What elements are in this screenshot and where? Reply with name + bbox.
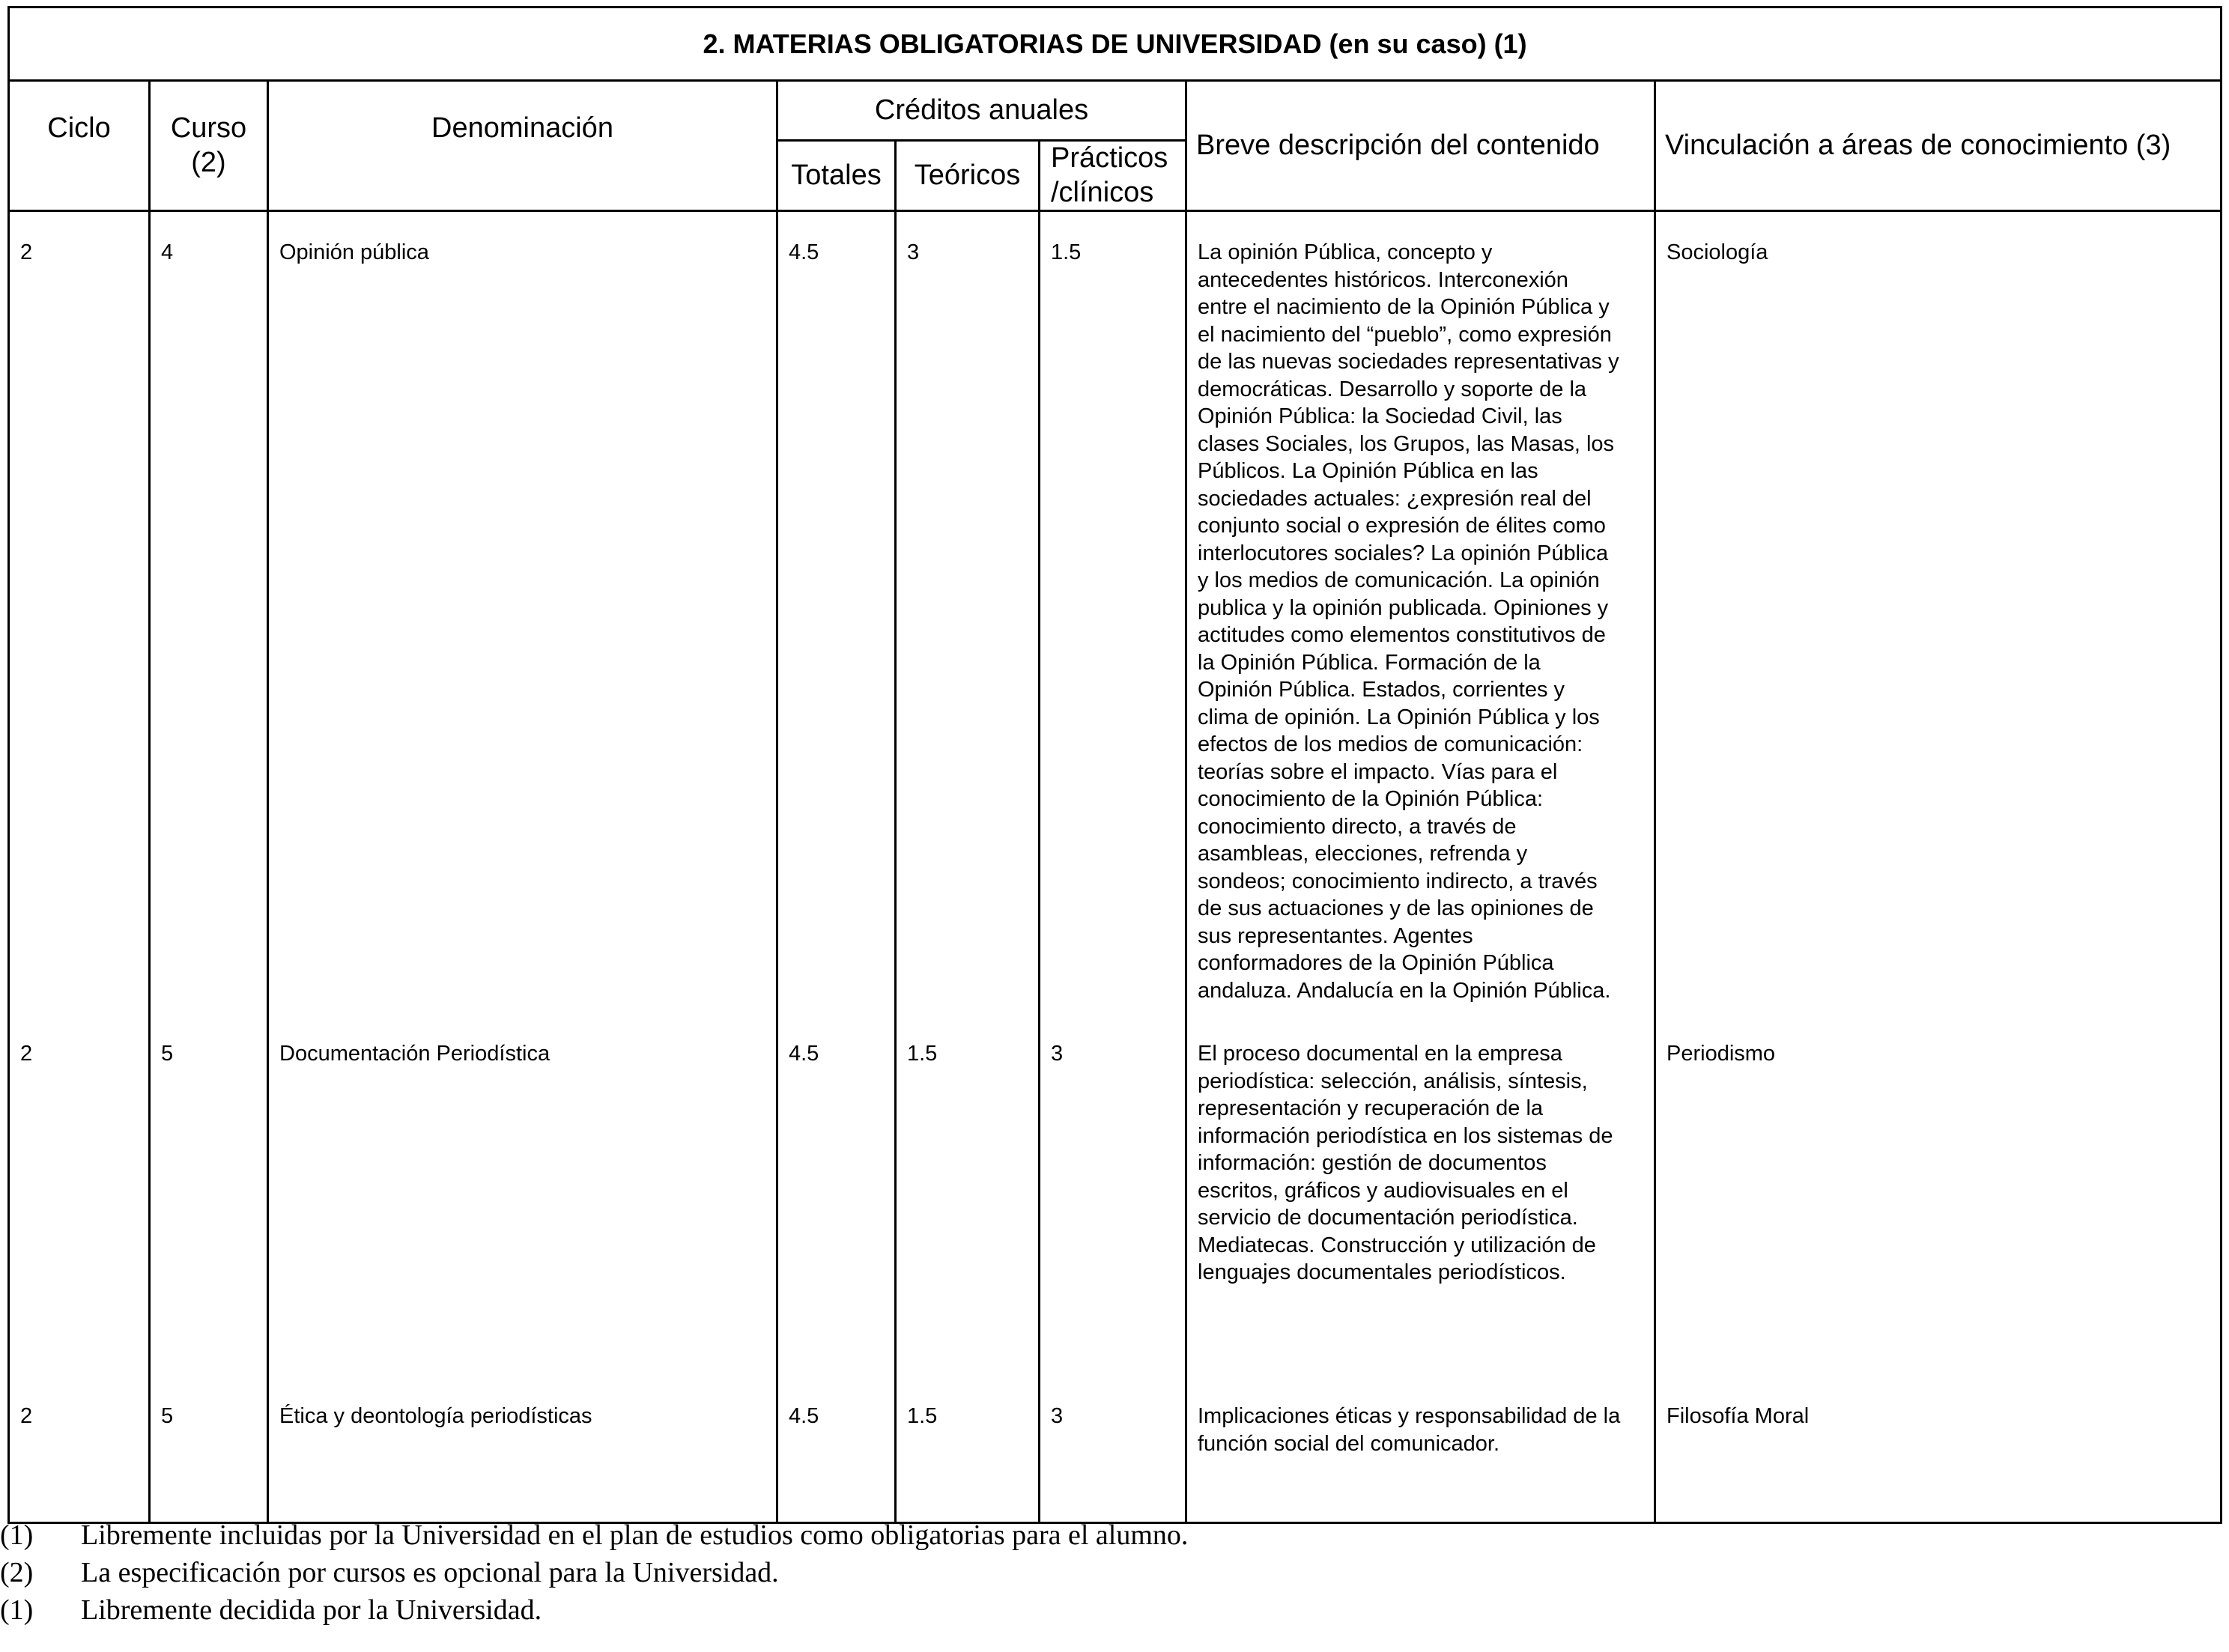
footnote [0, 1554, 1188, 1591]
header-curso: Curso (2) [150, 81, 268, 211]
cell-practicos: 1.5 [1040, 211, 1186, 1014]
cell-curso: 5 [150, 1376, 268, 1523]
header-totales: Totales [777, 141, 896, 211]
table-row [9, 1376, 2222, 1523]
cell-ciclo: 2 [9, 1376, 150, 1523]
header-denominacion: Denominación [268, 81, 777, 211]
cell-practicos: 3 [1040, 1013, 1186, 1376]
cell-teoricos: 1.5 [896, 1013, 1040, 1376]
header-teoricos: Teóricos [896, 141, 1040, 211]
cell-denominacion: Opinión pública [268, 211, 777, 1014]
footnote-text: Libremente decidida por la Universidad. [81, 1594, 542, 1626]
materias-table [7, 6, 2222, 1524]
header-ciclo: Ciclo [9, 81, 150, 211]
cell-totales: 4.5 [777, 1013, 896, 1376]
cell-ciclo: 2 [9, 211, 150, 1014]
cell-vinculacion: Sociología [1655, 211, 2222, 1014]
cell-curso: 5 [150, 1013, 268, 1376]
cell-vinculacion: Filosofía Moral [1655, 1376, 2222, 1523]
footnote-number: (1) [0, 1519, 34, 1551]
cell-ciclo: 2 [9, 1013, 150, 1376]
table-row [9, 1013, 2222, 1376]
cell-denominacion: Documentación Periodística [268, 1013, 777, 1376]
cell-teoricos: 1.5 [896, 1376, 1040, 1523]
table-title: 2. MATERIAS OBLIGATORIAS DE UNIVERSIDAD (en su caso) (1) [9, 7, 2222, 81]
table-row [9, 211, 2222, 1014]
footnote [0, 1591, 1188, 1629]
cell-vinculacion: Periodismo [1655, 1013, 2222, 1376]
header-vinculacion: Vinculación a áreas de conocimiento (3) [1655, 81, 2222, 211]
header-practicos: Prácticos /clínicos [1040, 141, 1186, 211]
cell-curso: 4 [150, 211, 268, 1014]
footnote-text: La especificación por cursos es opcional para la Universidad. [81, 1557, 779, 1588]
cell-denominacion: Ética y deontología periodísticas [268, 1376, 777, 1523]
header-descripcion: Breve descripción del contenido [1186, 81, 1655, 211]
cell-totales: 4.5 [777, 211, 896, 1014]
document-page [7, 6, 2220, 1524]
footnote [0, 1516, 1188, 1554]
cell-totales: 4.5 [777, 1376, 896, 1523]
footnote-number: (2) [0, 1557, 34, 1588]
cell-descripcion: La opinión Pública, concepto y antecedentes históricos. Interconexión entre el nacimiento de la Opinión Pública y el nacimiento del “pueblo”, como expresión de las nuevas sociedades representativas y democráticas. Desarrollo y soporte de la Opinión Pública: la Sociedad Civil, las clases Sociales, los Grupos, las Masas, los Públicos. La Opinión Pública en las sociedades actuales: ¿expresión real del conjunto social o expresión de élites como interlocutores sociales? La opinión Pública y los medios de comunicación. La opinión publica y la opinión publicada. Opiniones y actitudes como elementos constitutivos de la Opinión Pública. Formación de la Opinión Pública. Estados, corrientes y clima de opinión. La Opinión Pública y los efectos de los medios de comunicación: teorías sobre el impacto. Vías para el conocimiento de la Opinión Pública: conocimiento directo, a través de asambleas, elecciones, refrenda y sondeos; conocimiento indirecto, a través de sus actuaciones y de las opiniones de sus representantes. Agentes conformadores de la Opinión Pública andaluza. Andalucía en la Opinión Pública. [1186, 211, 1655, 1014]
footnote-number: (1) [0, 1594, 34, 1626]
header-creditos-anuales: Créditos anuales [777, 81, 1186, 141]
footnotes [0, 1516, 1188, 1629]
cell-teoricos: 3 [896, 211, 1040, 1014]
footnote-text: Libremente incluidas por la Universidad en el plan de estudios como obligatorias para el alumno. [81, 1519, 1189, 1551]
cell-descripcion: Implicaciones éticas y responsabilidad de la función social del comunicador. [1186, 1376, 1655, 1523]
cell-descripcion: El proceso documental en la empresa periodística: selección, análisis, síntesis, representación y recuperación de la información periodística en los sistemas de información: gestión de documentos escritos, gráficos y audiovisuales en el servicio de documentación periodística. Mediatecas. Construcción y utilización de lenguajes documentales periodísticos. [1186, 1013, 1655, 1376]
cell-practicos: 3 [1040, 1376, 1186, 1523]
